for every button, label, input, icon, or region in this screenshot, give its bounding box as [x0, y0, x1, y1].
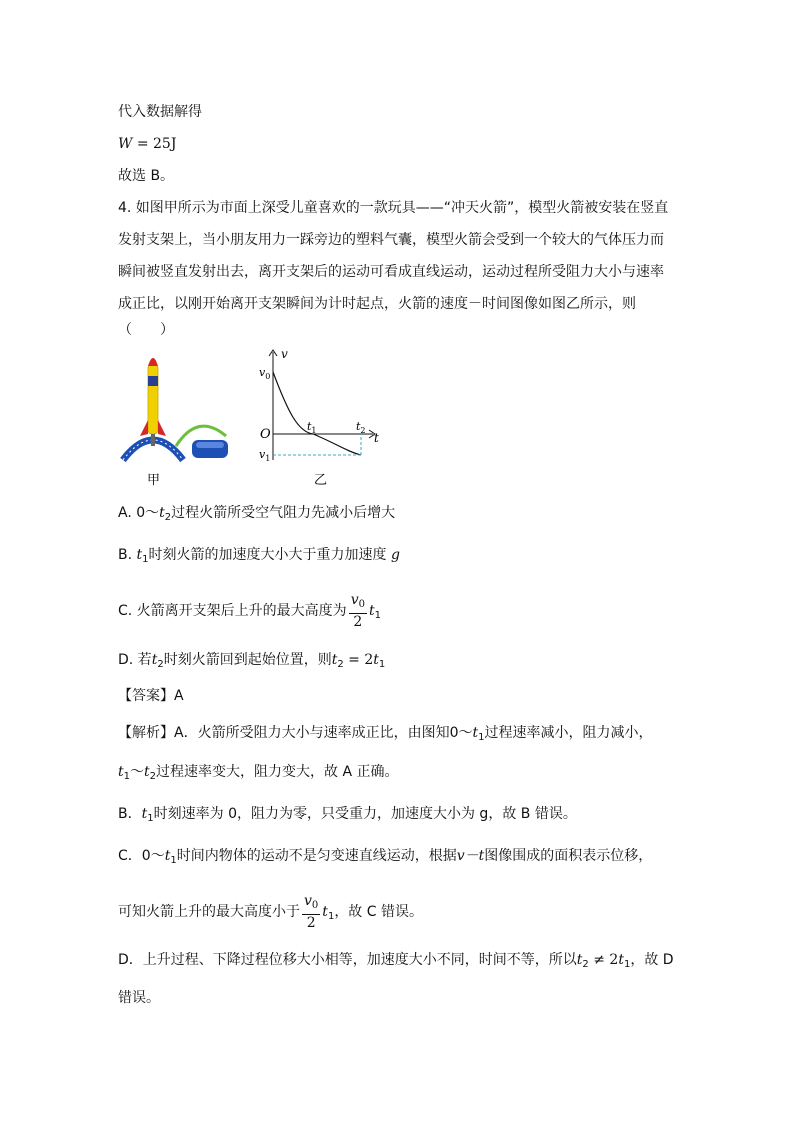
analysis-label: 【解析】 — [118, 725, 174, 741]
question-line-1: 4. 如图甲所示为市面上深受儿童喜欢的一款玩具——“冲天火箭”，模型火箭被安装在竖直 — [118, 200, 669, 216]
figure-label-jia: 甲 — [147, 473, 161, 488]
eq-value: = 25J — [132, 136, 177, 152]
question-figures — [118, 342, 398, 492]
t1-label: $t_1$ — [307, 420, 317, 435]
option-d: D. 若$t_2$时刻火箭回到起始位置，则$t_2 = 2t_1$ — [118, 652, 386, 670]
analysis-a-line-1: 【解析】A．火箭所受阻力大小与速率成正比，由图知$0\sim t_1$过程速率减小，阻力减小， — [118, 725, 653, 743]
intro-line: 代入数据解得 — [118, 104, 202, 120]
fraction-v0-over-2: $\frac{v_0}{2}$ — [350, 592, 365, 630]
fraction-v0-over-2-analysis: $\frac{v_0}{2}$ — [304, 893, 319, 931]
analysis-a-line-2: $t_1\sim t_2$过程速率变大，阻力变大，故 A 正确。 — [118, 764, 399, 782]
analysis-d-line-1: D．上升过程、下降过程位移大小相等，加速度大小不同，时间不等，所以$t_2 \ne 2t_1$，故 D — [118, 952, 674, 970]
v1-label: $v_1$ — [259, 448, 271, 463]
choose-b-text: 故选 B。 — [118, 168, 175, 184]
option-b: B. $t_1$时刻火箭的加速度大小大于重力加速度 g — [118, 547, 400, 565]
figures-svg — [118, 342, 398, 492]
question-line-3: 瞬间被竖直发射出去，离开支架后的运动可看成直线运动，运动过程所受阻力大小与速率 — [118, 264, 664, 280]
work-equation — [118, 134, 176, 154]
velocity-curve — [273, 372, 361, 455]
origin-label: O — [260, 427, 271, 442]
t2-label: $t_2$ — [356, 420, 366, 435]
answer-bracket: （ ） — [118, 322, 174, 338]
analysis-d-line-2: 错误。 — [118, 990, 160, 1006]
analysis-c-line-2: 可知火箭上升的最大高度小于 $\frac{v_0}{2}$ $t_1$，故 C 错误。 — [118, 893, 423, 931]
v-axis-label: v — [281, 347, 288, 361]
analysis-b: B．$t_1$时刻速率为 0，阻力为零，只受重力，加速度大小为 g，故 B 错误。 — [118, 806, 577, 824]
option-c: C. 火箭离开支架后上升的最大高度为 $\frac{v_0}{2}$ $t_1$ — [118, 592, 381, 630]
question-line-2: 发射支架上，当小朋友用力一踩旁边的塑料气囊，模型火箭会受到一个较大的气体压力而 — [118, 232, 664, 248]
option-a: A. $0\sim t_2$过程火箭所受空气阻力先减小后增大 — [118, 505, 396, 523]
answer-value: A — [174, 688, 184, 704]
analysis-c-line-1: C．$0\sim t_1$时间内物体的运动不是匀变速直线运动，根据v－t图像围成的面积表示位移， — [118, 848, 653, 866]
vt-graph — [259, 347, 379, 463]
question-line-4: 成正比，以刚开始离开支架瞬间为计时起点，火箭的速度－时间图像如图乙所示，则 — [118, 296, 636, 312]
answer-label: 【答案】 — [118, 688, 174, 704]
var-w: W — [118, 136, 133, 152]
t-axis-label: t — [374, 431, 379, 445]
rocket-toy-illustration — [123, 358, 228, 460]
v0-label: $v_0$ — [259, 366, 271, 381]
figure-label-yi: 乙 — [314, 473, 328, 488]
answer-line — [118, 686, 184, 706]
